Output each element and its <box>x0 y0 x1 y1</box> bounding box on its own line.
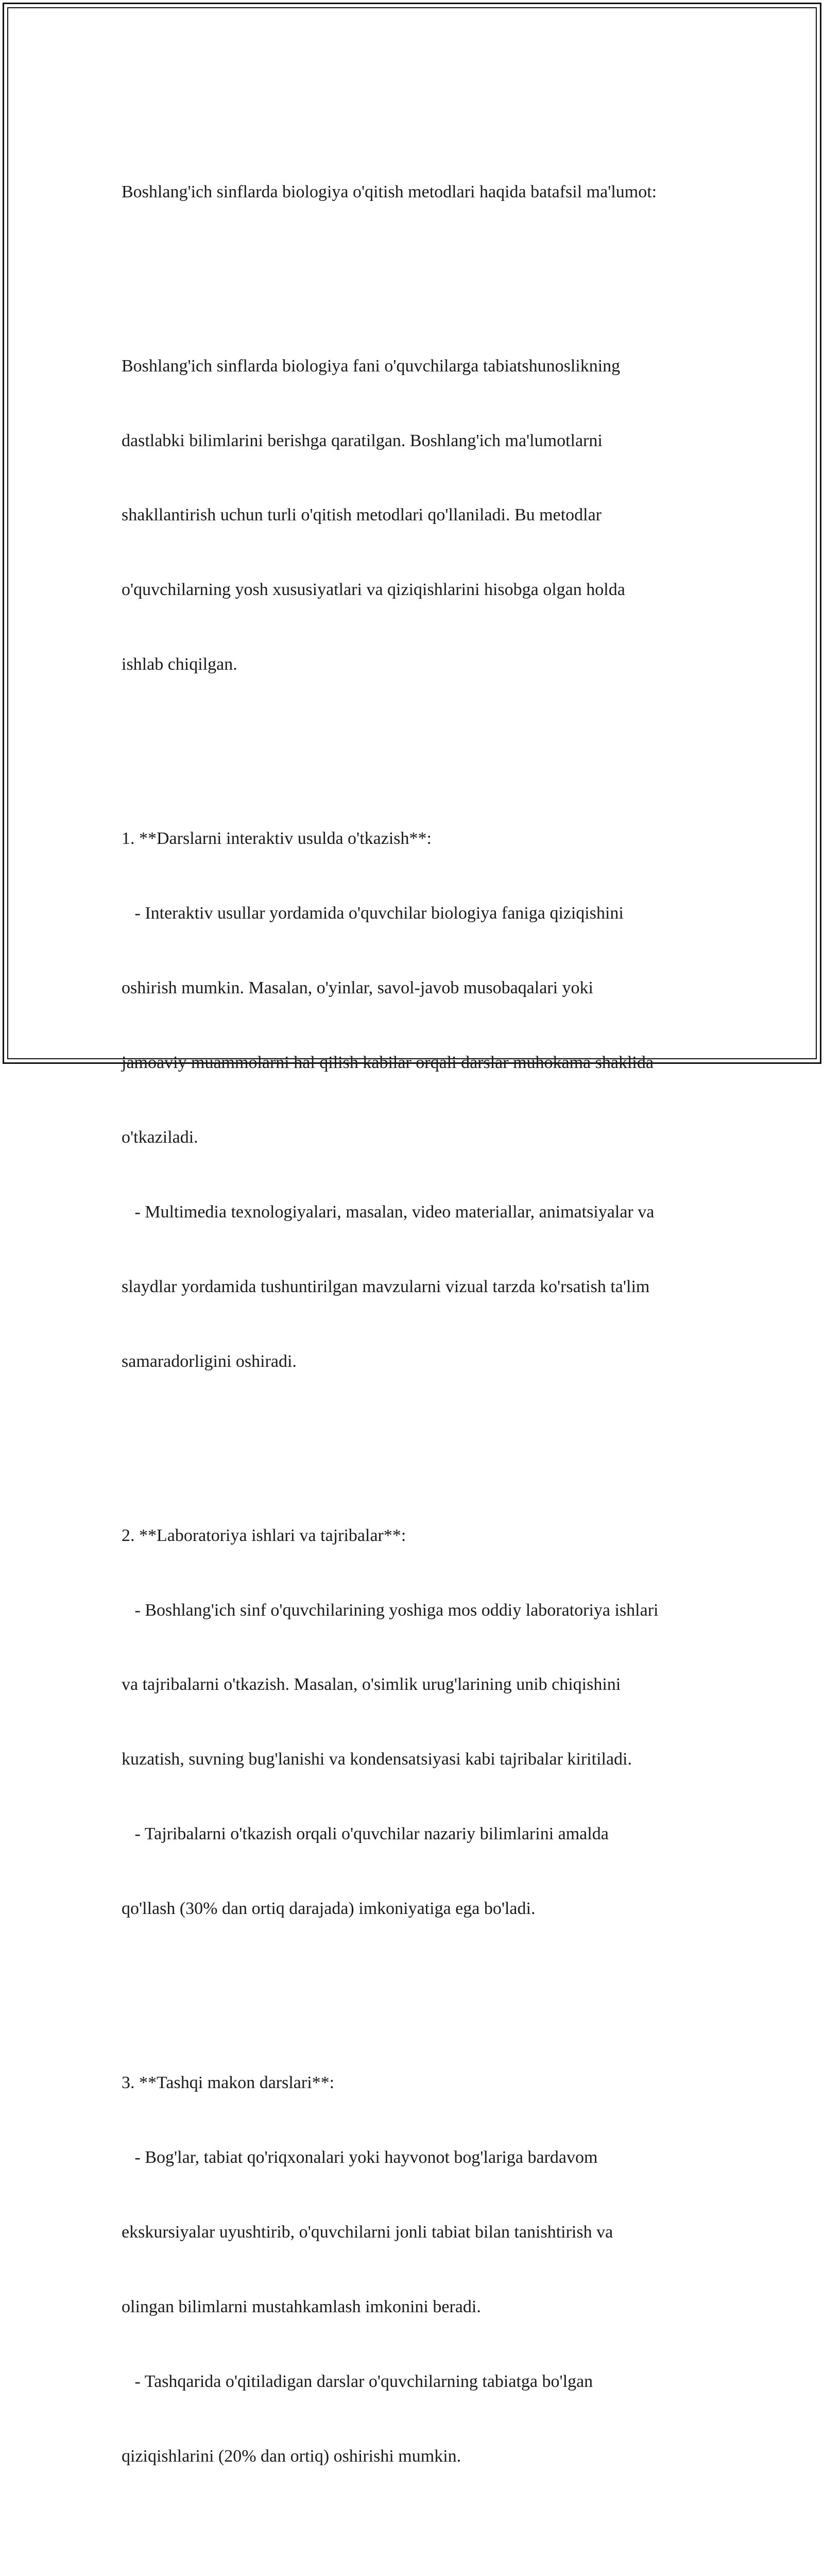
blank-line <box>122 2519 740 2544</box>
section-line: oshirish mumkin. Masalan, o'yinlar, savol-javob musobaqalari yoki <box>122 978 594 998</box>
section-line: - Boshlang'ich sinf o'quvchilarining yoshiga mos oddiy laboratoriya ishlari <box>122 1600 659 1620</box>
section-line: o'tkaziladi. <box>122 1127 198 1147</box>
section-line: qo'llash (30% dan ortiq darajada) imkoniyatiga ega bo'ladi. <box>122 1899 536 1919</box>
section-line: olingan bilimlarni mustahkamlash imkonini beradi. <box>122 2297 481 2316</box>
blank-line <box>122 727 740 752</box>
document-title: Boshlang'ich sinflarda biologiya o'qitish metodlari haqida batafsil ma'lumot: <box>122 182 657 201</box>
section-line: ekskursiyalar uyushtirib, o'quvchilarni jonli tabiat bilan tanishtirish va <box>122 2222 613 2242</box>
section-heading: 1. **Darslarni interaktiv usulda o'tkazish**: <box>122 829 432 849</box>
section-line: - Interaktiv usullar yordamida o'quvchilar biologiya faniga qiziqishini <box>122 904 624 923</box>
intro-line: dastlabki bilimlarini berishga qaratilgan. Boshlang'ich ma'lumotlarni <box>122 431 603 450</box>
intro-line: o'quvchilarning yosh xususiyatlari va qiziqishlarini hisobga olgan holda <box>122 580 625 600</box>
section-line: slaydlar yordamida tushuntirilgan mavzularni vizual tarzda ko'rsatish ta'lim <box>122 1277 650 1296</box>
section-line: - Multimedia texnologiyalari, masalan, video materiallar, animatsiyalar va <box>122 1202 655 1222</box>
blank-line <box>122 1423 740 1448</box>
section-line: - Tashqarida o'qitiladigan darslar o'quvchilarning tabiatga bo'lgan <box>122 2371 593 2391</box>
section-line: jamoaviy muammolarni hal qilish kabilar orqali darslar muhokama shaklida <box>122 1053 654 1072</box>
intro-line: ishlab chiqilgan. <box>122 655 237 674</box>
section-heading: 2. **Laboratoriya ishlari va tajribalar**: <box>122 1526 406 1545</box>
section-line: kuzatish, suvning bug'lanishi va kondensatsiyasi kabi tajribalar kiritiladi. <box>122 1750 632 1769</box>
intro-line: Boshlang'ich sinflarda biologiya fani o'quvchilarga tabiatshunoslikning <box>122 356 621 376</box>
section-line: samaradorligini oshiradi. <box>122 1351 297 1371</box>
blank-line <box>122 254 740 279</box>
intro-line: shakllantirish uchun turli o'qitish metodlari qo'llaniladi. Bu metodlar <box>122 505 602 525</box>
section-line: - Bog'lar, tabiat qo'riqxonalari yoki hayvonot bog'lariga bardavom <box>122 2148 598 2167</box>
blank-line <box>122 1971 740 1996</box>
document-body <box>122 130 740 2576</box>
section-line: - Tajribalarni o'tkazish orqali o'quvchilar nazariy bilimlarini amalda <box>122 1824 609 1844</box>
section-line: qiziqishlarini (20% dan ortiq) oshirishi mumkin. <box>122 2446 461 2466</box>
section-heading: 3. **Tashqi makon darslari**: <box>122 2073 335 2093</box>
section-line: va tajribalarni o'tkazish. Masalan, o'simlik urug'larining unib chiqishini <box>122 1675 621 1694</box>
